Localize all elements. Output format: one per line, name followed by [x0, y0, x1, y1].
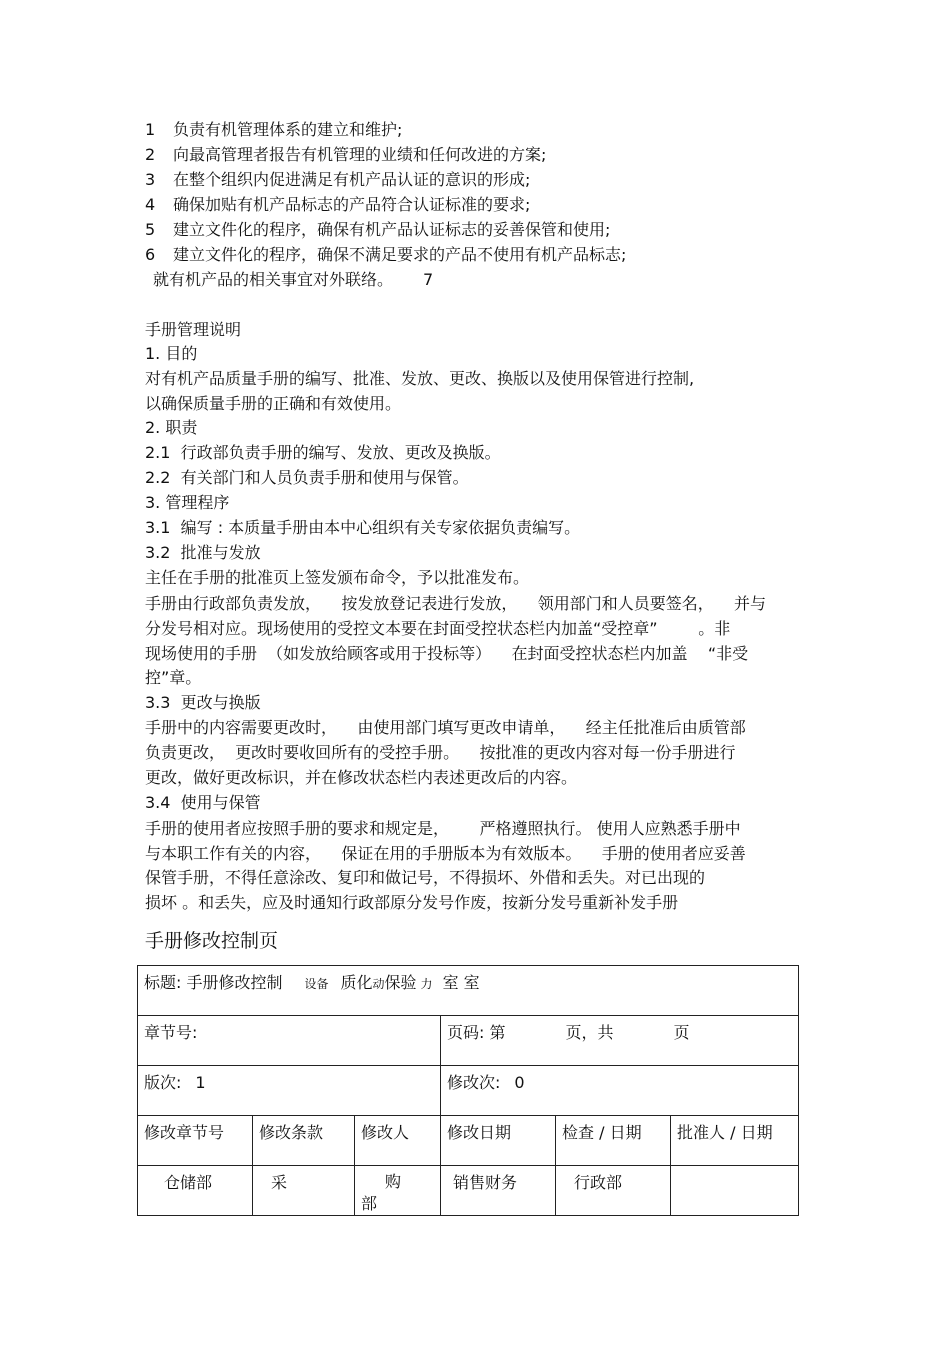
list-item: 4 确保加贴有机产品标志的产品符合认证标准的要求;	[145, 195, 531, 214]
paragraph-line: 3.4 使用与保管	[145, 793, 261, 812]
table-row	[138, 1066, 799, 1116]
page-cell: 页码: 第 页，共 页	[441, 1016, 799, 1066]
column-header: 修改人	[355, 1116, 441, 1166]
table-cell: 采	[253, 1166, 355, 1216]
paragraph-line: 保管手册，不得任意涂改、复印和做记号，不得损坏、外借和丢失。对已出现的	[145, 868, 706, 887]
table-header-row	[138, 1116, 799, 1166]
table-cell: 仓储部	[138, 1166, 253, 1216]
table-cell: 销售财务	[441, 1166, 556, 1216]
list-item: 3 在整个组织内促进满足有机产品认证的意识的形成;	[145, 170, 531, 189]
version-cell: 版次: 1	[138, 1066, 441, 1116]
paragraph-line: 损坏 。和丢失，应及时通知行政部原分发号作废，按新分发号重新补发手册	[145, 893, 679, 912]
column-header: 批准人 / 日期	[671, 1116, 799, 1166]
table-row	[138, 966, 799, 1016]
column-header: 修改日期	[441, 1116, 556, 1166]
paragraph-line: 主任在手册的批准页上签发颁布命令，予以批准发布。	[145, 568, 530, 587]
chapter-cell: 章节号:	[138, 1016, 441, 1066]
revision-count-cell: 修改次: 0	[441, 1066, 799, 1116]
paragraph-line: 2.1 行政部负责手册的编写、发放、更改及换版。	[145, 443, 501, 462]
revision-control-table	[137, 965, 799, 1216]
paragraph-line: 负责更改， 更改时要收回所有的受控手册。 按批准的更改内容对每一份手册进行	[145, 743, 736, 762]
form-title: 手册修改控制页	[145, 930, 279, 952]
table-cell: 行政部	[556, 1166, 671, 1216]
section-heading: 手册管理说明	[145, 320, 242, 339]
paragraph-line: 1. 目的	[145, 344, 198, 363]
paragraph-line: 以确保质量手册的正确和有效使用。	[145, 394, 402, 413]
paragraph-line: 控”章。	[145, 668, 202, 687]
paragraph-line: 3.1 编写 : 本质量手册由本中心组织有关专家依据负责编写。	[145, 518, 581, 537]
column-header: 检查 / 日期	[556, 1116, 671, 1166]
list-item: 6 建立文件化的程序，确保不满足要求的产品不使用有机产品标志;	[145, 245, 627, 264]
paragraph-line: 手册的使用者应按照手册的要求和规定是， 严格遵照执行。 使用人应熟悉手册中	[145, 819, 741, 838]
paragraph-line: 3.3 更改与换版	[145, 693, 261, 712]
list-item: 5 建立文件化的程序，确保有机产品认证标志的妥善保管和使用;	[145, 220, 611, 239]
table-cell: 购 部	[355, 1166, 441, 1216]
paragraph-line: 与本职工作有关的内容， 保证在用的手册版本为有效版本。 手册的使用者应妥善	[145, 844, 746, 863]
list-item: 就有机产品的相关事宜对外联络。 7	[153, 270, 434, 289]
column-header: 修改章节号	[138, 1116, 253, 1166]
paragraph-line: 分发号相对应。现场使用的受控文本要在封面受控状态栏内加盖“受控章” 。非	[145, 619, 731, 638]
paragraph-line: 2. 职责	[145, 418, 198, 437]
title-cell: 标题: 手册修改控制 设备 质化动保验 力 室 室	[138, 966, 799, 1016]
paragraph-line: 更改，做好更改标识，并在修改状态栏内表述更改后的内容。	[145, 768, 578, 787]
table-cell	[671, 1166, 799, 1216]
paragraph-line: 现场使用的手册 （如发放给顾客或用于投标等） 在封面受控状态栏内加盖 “非受	[145, 644, 749, 663]
table-row	[138, 1166, 799, 1216]
list-item: 1 负责有机管理体系的建立和维护;	[145, 120, 403, 139]
table-row	[138, 1016, 799, 1066]
paragraph-line: 3.2 批准与发放	[145, 543, 261, 562]
column-header: 修改条款	[253, 1116, 355, 1166]
paragraph-line: 手册由行政部负责发放， 按发放登记表进行发放， 领用部门和人员要签名， 并与	[145, 594, 767, 613]
list-item: 2 向最高管理者报告有机管理的业绩和任何改进的方案;	[145, 145, 547, 164]
paragraph-line: 对有机产品质量手册的编写、批准、发放、更改、换版以及使用保管进行控制,	[145, 369, 695, 388]
paragraph-line: 手册中的内容需要更改时， 由使用部门填写更改申请单， 经主任批准后由质管部	[145, 718, 746, 737]
paragraph-line: 2.2 有关部门和人员负责手册和使用与保管。	[145, 468, 469, 487]
paragraph-line: 3. 管理程序	[145, 493, 230, 512]
